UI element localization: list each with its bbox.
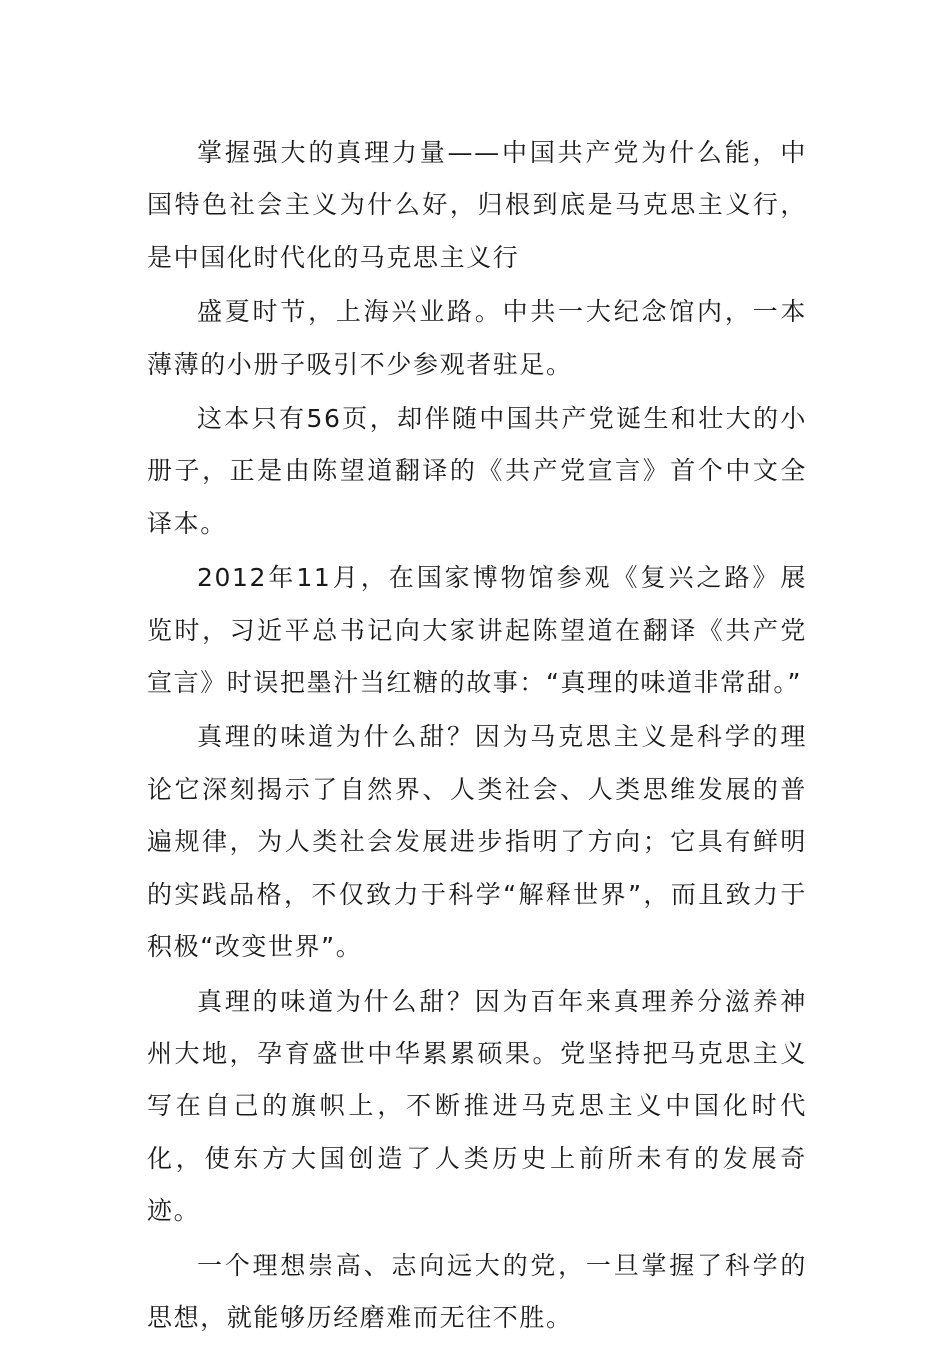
paragraph: 这本只有56页，却伴随中国共产党诞生和壮大的小册子，正是由陈望道翻译的《共产党宣言》首个中文全译本。 — [147, 404, 807, 538]
paragraph: 真理的味道为什么甜？因为马克思主义是科学的理论它深刻揭示了自然界、人类社会、人类思维发展的普遍规律，为人类社会发展进步指明了方向；它具有鲜明的实践品格，不仅致力于科学“解释世界”，而且致力于积极“改变世界”。 — [147, 722, 807, 962]
paragraph: 真理的味道为什么甜？因为百年来真理养分滋养神州大地，孕育盛世中华累累硕果。党坚持把马克思主义写在自己的旗帜上，不断推进马克思主义中国化时代化，使东方大国创造了人类历史上前所未有的发展奇迹。 — [147, 986, 807, 1226]
paragraph: 一个理想崇高、志向远大的党，一旦掌握了科学的思想，就能够历经磨难而无往不胜。 — [147, 1250, 807, 1332]
paragraph-title: 掌握强大的真理力量——中国共产党为什么能，中国特色社会主义为什么好，归根到底是马克思主义行，是中国化时代化的马克思主义行 — [147, 138, 807, 272]
document-body — [147, 127, 807, 1346]
paragraph: 2012年11月，在国家博物馆参观《复兴之路》展览时，习近平总书记向大家讲起陈望道在翻译《共产党宣言》时误把墨汁当红糖的故事：“真理的味道非常甜。” — [147, 563, 807, 698]
paragraph: 盛夏时节，上海兴业路。中共一大纪念馆内，一本薄薄的小册子吸引不少参观者驻足。 — [147, 297, 807, 379]
